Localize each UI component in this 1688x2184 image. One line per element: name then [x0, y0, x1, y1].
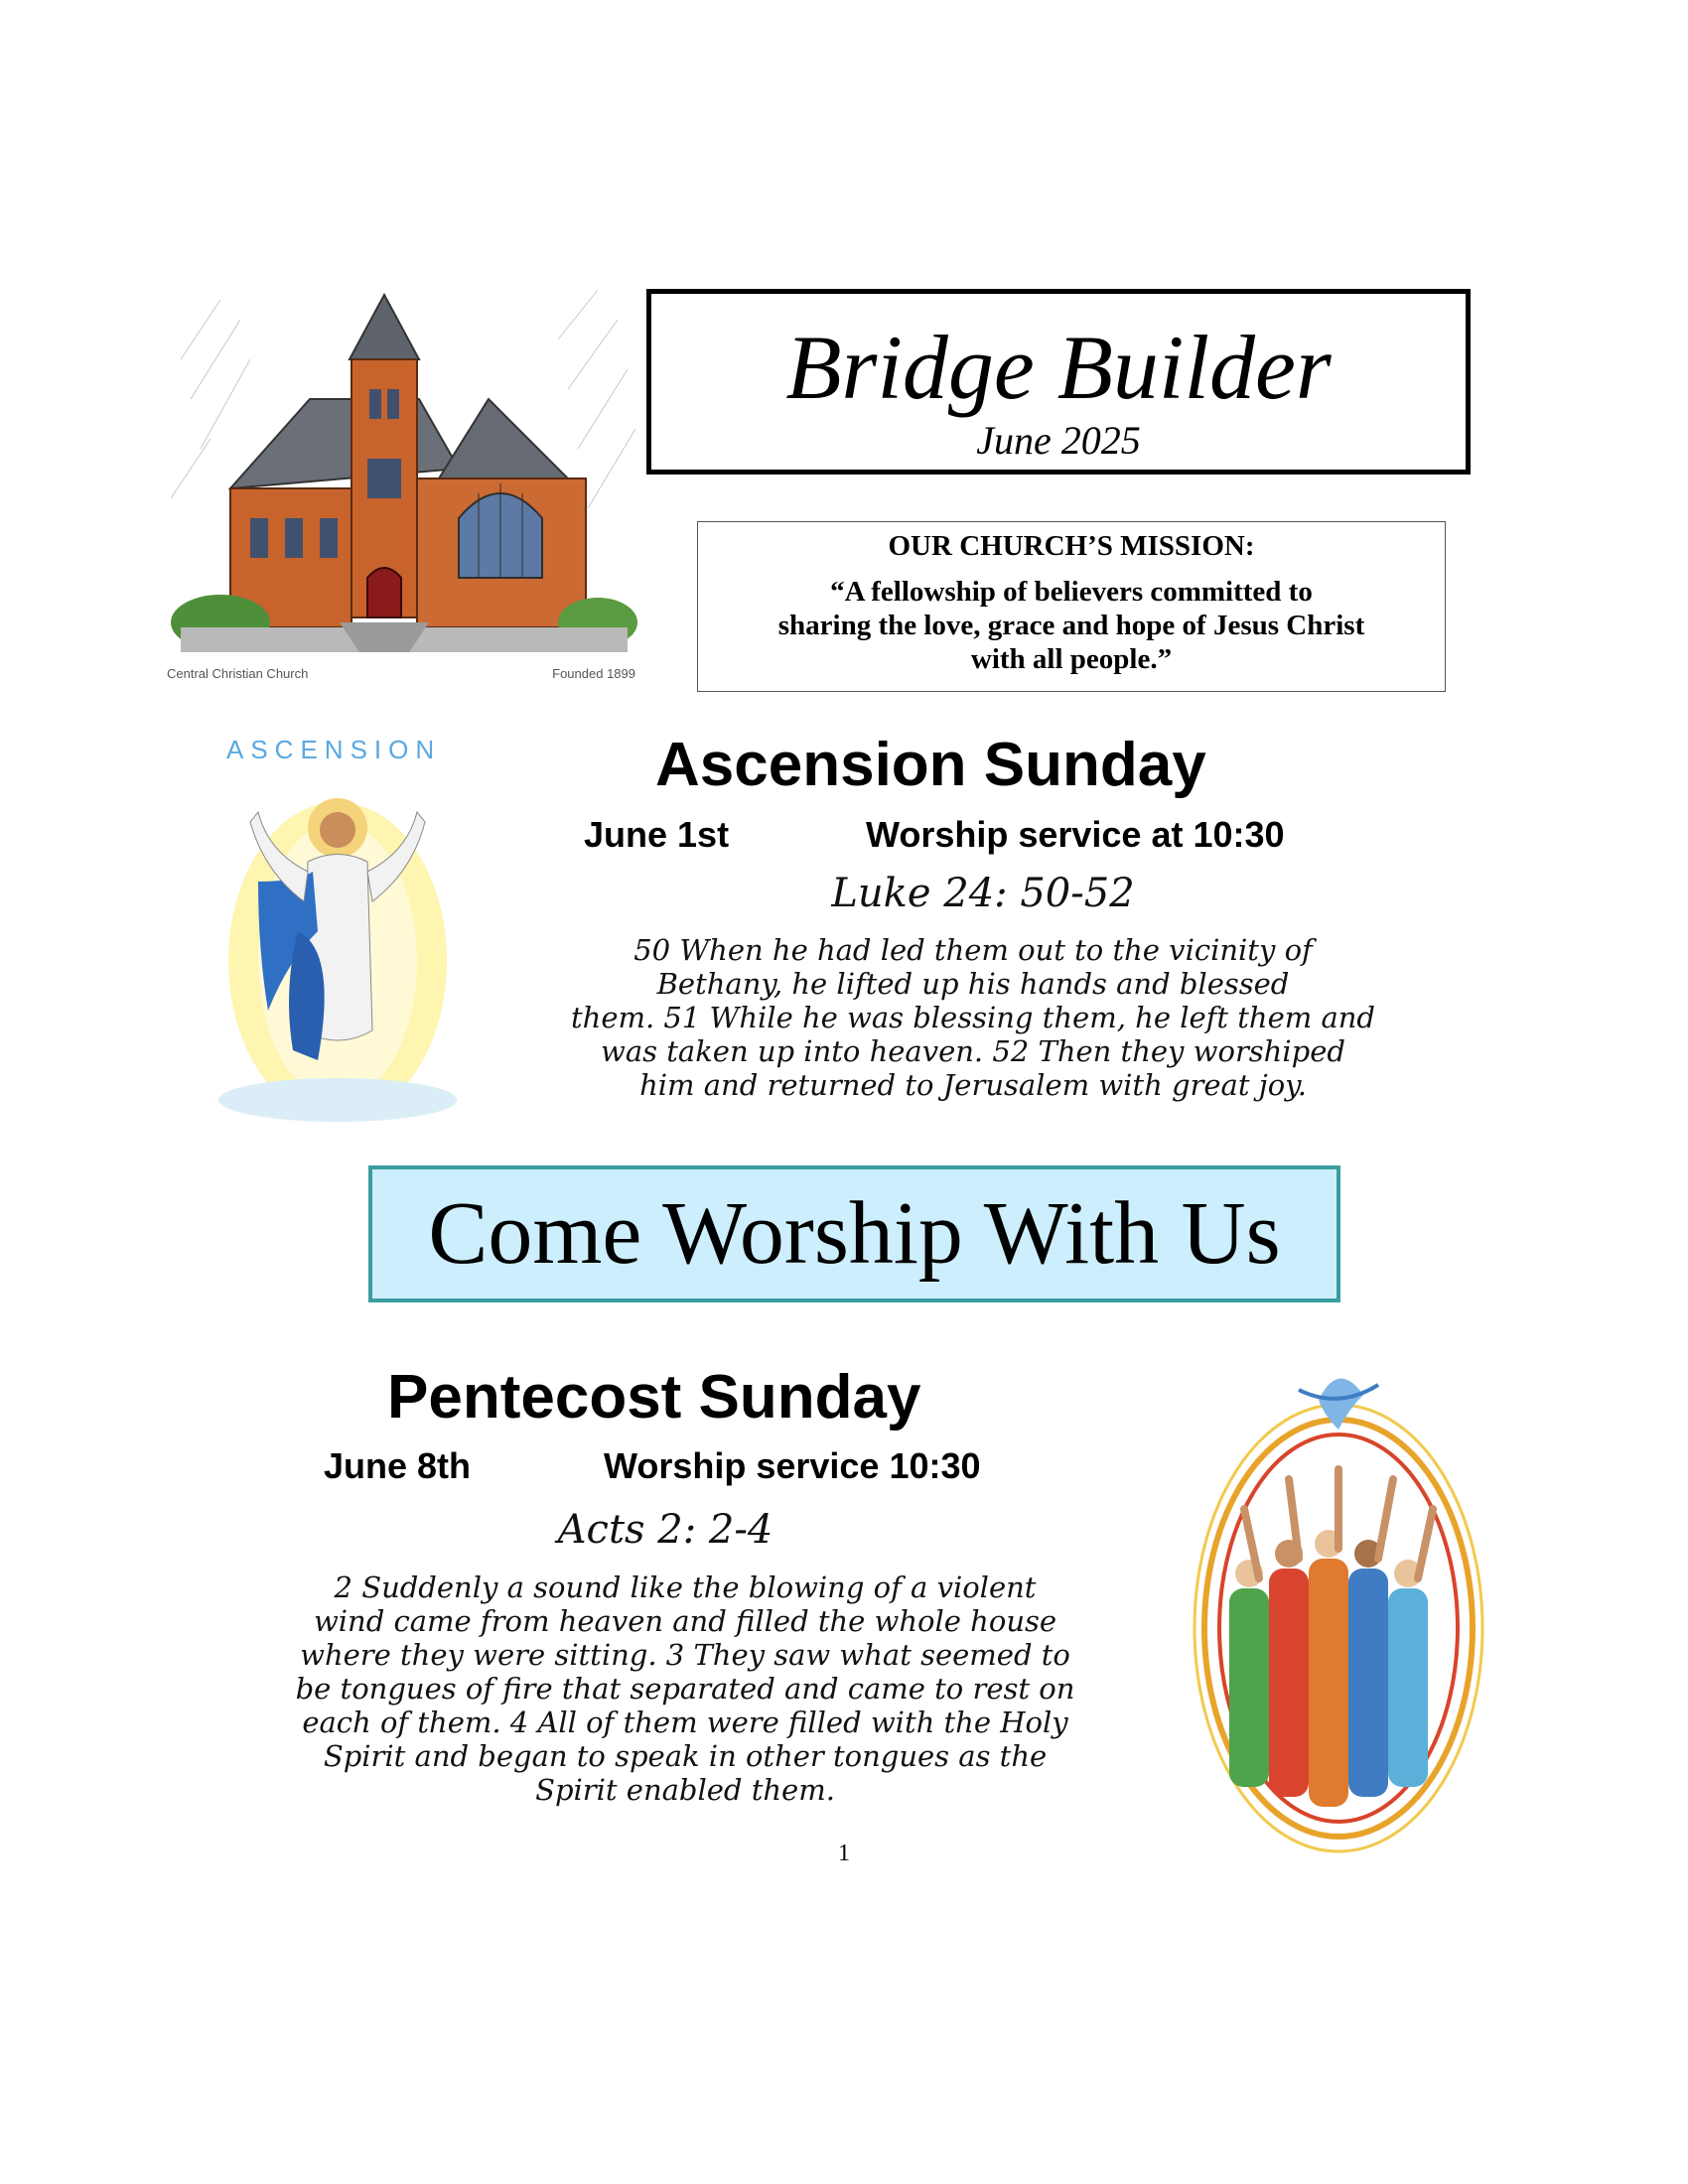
ascension-scripture-reference: Luke 24: 50-52: [831, 871, 1135, 916]
scripture-line: 2 Suddenly a sound like the blowing of a violent: [334, 1570, 1037, 1604]
pentecost-date: June 8th: [324, 1445, 472, 1486]
pentecost-title: Pentecost Sunday: [387, 1363, 921, 1432]
newsletter-title: Bridge Builder: [785, 317, 1332, 418]
mission-line: with all people.”: [970, 643, 1173, 675]
page-number: 1: [838, 1841, 850, 1866]
scripture-line: Spirit and began to speak in other tongues as the: [323, 1739, 1048, 1773]
ascension-title: Ascension Sunday: [655, 731, 1206, 799]
ascension-service-time: Worship service at 10:30: [866, 814, 1285, 855]
scripture-line: 50 When he had led them out to the vicinity of: [633, 933, 1313, 967]
mission-heading: OUR CHURCH’S MISSION:: [888, 530, 1255, 562]
church-caption-left: Central Christian Church: [167, 666, 309, 681]
masthead: [646, 289, 1471, 475]
pentecost-scripture-text: [209, 1570, 1162, 1807]
come-worship-banner: Come Worship With Us: [368, 1165, 1340, 1302]
pentecost-illustration: [1190, 1340, 1487, 1866]
ascension-scripture-text: [467, 933, 1479, 1102]
scripture-line: was taken up into heaven. 52 Then they worshiped: [601, 1034, 1345, 1068]
scripture-line: where they were sitting. 3 They saw what seemed to: [300, 1638, 1070, 1672]
scripture-line: be tongues of fire that separated and came to rest on: [295, 1672, 1075, 1706]
church-caption-right: Founded 1899: [552, 666, 635, 681]
church-illustration: [161, 280, 645, 687]
scripture-line: wind came from heaven and filled the whole house: [313, 1604, 1057, 1638]
pentecost-scripture-reference: Acts 2: 2-4: [557, 1507, 774, 1553]
scripture-line: Spirit enabled them.: [535, 1773, 835, 1807]
newsletter-date: June 2025: [976, 418, 1141, 463]
scripture-line: them. 51 While he was blessing them, he left them and: [570, 1001, 1375, 1034]
scripture-line: each of them. 4 All of them were filled with the Holy: [302, 1706, 1068, 1739]
ascension-illustration: [199, 733, 462, 1122]
mission-line: “A fellowship of believers committed to: [830, 576, 1313, 608]
mission-line: sharing the love, grace and hope of Jesus Christ: [777, 610, 1365, 641]
ascension-art-label: ASCENSION: [226, 735, 442, 764]
mission-box: [697, 521, 1446, 692]
scripture-line: Bethany, he lifted up his hands and blessed: [656, 967, 1290, 1001]
scripture-line: him and returned to Jerusalem with great joy.: [639, 1068, 1307, 1102]
ascension-date: June 1st: [584, 814, 730, 855]
pentecost-service-time: Worship service 10:30: [604, 1445, 981, 1486]
